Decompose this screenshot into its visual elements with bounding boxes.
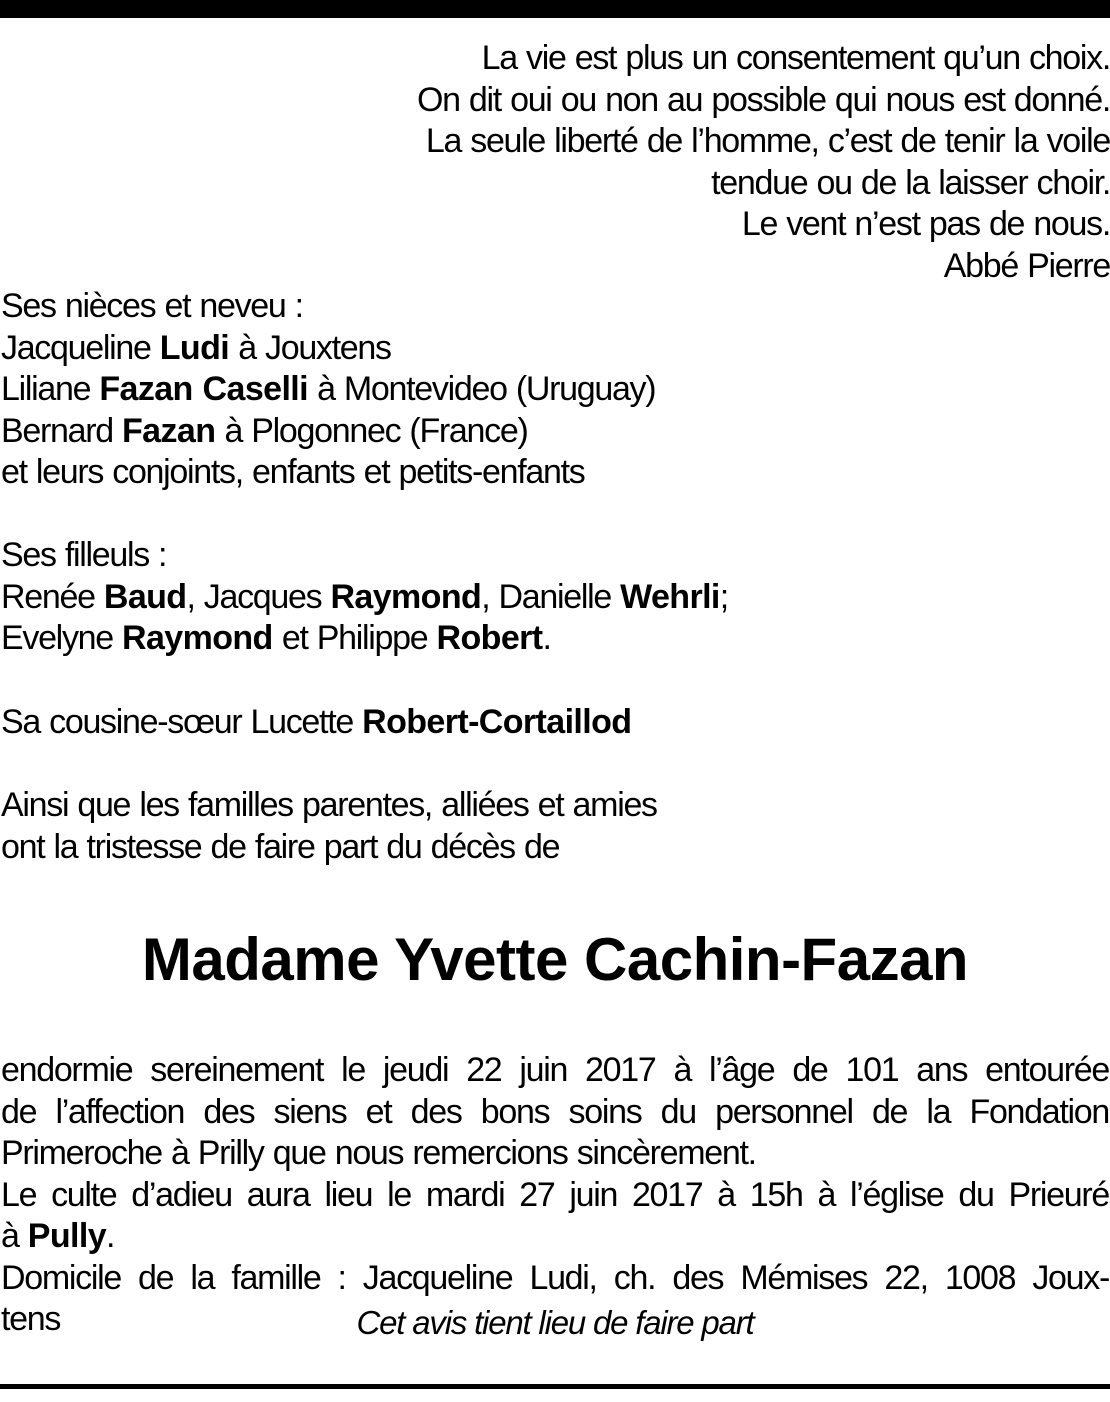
niece-line: Jacqueline Ludi à Jouxtens [1,328,391,367]
godchildren-section [1,535,728,660]
niece-line: Liliane Fazan Caselli à Montevideo (Uruguay) [1,370,656,408]
announcement-line: ont la tristesse de faire part du décès de [1,827,560,866]
family-address-line: tens [1,1300,61,1338]
details-line: Primeroche à Prilly que nous remercions sincèrement. [1,1134,756,1172]
quote-line: Le vent n’est pas de nous. [741,205,1110,243]
quote-author: Abbé Pierre [943,246,1110,285]
godchildren-heading: Ses filleuls : [1,536,167,574]
godchildren-line: Renée Baud, Jacques Raymond, Danielle Wehrli; [1,577,728,616]
deceased-name: Madame Yvette Cachin-Fazan [141,926,969,993]
details-line: de l’affection des siens et des bons soins du personnel de la Fondation [1,1092,1109,1131]
footer-note: Cet avis tient lieu de faire part [356,1304,754,1341]
nieces-heading: Ses nièces et neveu : [1,287,303,325]
details-paragraph [1,1050,1109,1341]
ceremony-line: Le culte d’adieu aura lieu le mardi 27 juin 2017 à 15h à l’église du Prieuré [1,1175,1109,1214]
godchildren-line: Evelyne Raymond et Philippe Robert. [1,619,551,657]
top-rule [0,0,1110,18]
quote-line: La seule liberté de l’homme, c’est de tenir la voile [425,122,1110,160]
nephew-line: Bernard Fazan à Plogonnec (France) [1,411,528,450]
nieces-closing: et leurs conjoints, enfants et petits-enfants [1,453,585,491]
epigraph-quote [417,38,1110,287]
quote-line: On dit oui ou non au possible qui nous est donné. [417,80,1110,119]
quote-line: La vie est plus un consentement qu’un choix. [481,39,1110,77]
nieces-section [1,286,655,494]
families-line: Ainsi que les familles parentes, alliées et amies [1,786,657,824]
ceremony-place-line: à Pully. [1,1217,115,1255]
family-address-line: Domicile de la famille : Jacqueline Ludi, ch. des Mémises 22, 1008 Joux- [1,1258,1109,1297]
families-section [1,785,657,868]
bottom-rule [0,1384,1110,1389]
quote-line: tendue ou de la laisser choir. [711,163,1110,202]
details-line: endormie sereinement le jeudi 22 juin 2017 à l’âge de 101 ans entourée [1,1051,1109,1089]
cousin-line: Sa cousine-sœur Lucette Robert-Cortaillod [1,703,632,741]
